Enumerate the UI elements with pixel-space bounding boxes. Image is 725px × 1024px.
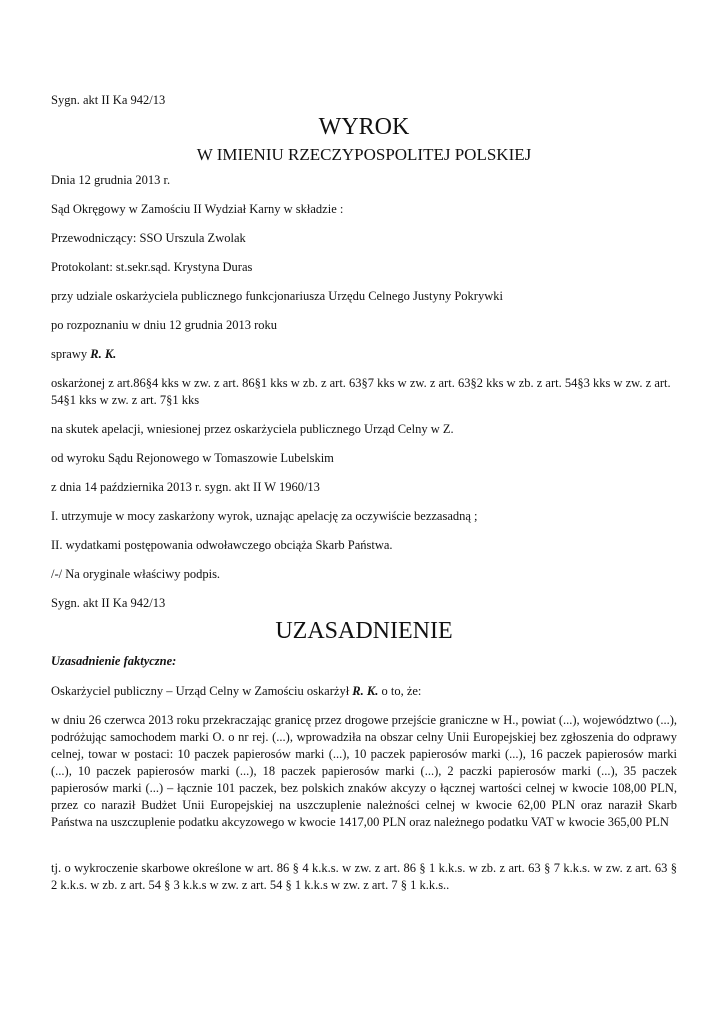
facts-paragraph: w dniu 26 czerwca 2013 roku przekraczając granicę przez drogowe przejście graniczne w H., powiat (...), województwo (...), podróżując samochodem marki O. o nr rej. (...), wprowadziła na obszar celny Unii Europejskiej bez zgłoszenia do odprawy celnej, towar w postaci: 10 paczek papierosów marki (...), 10 paczek papierosów marki (...), 16 paczek papierosów marki (...), 10 paczek papierosów marki (...), 18 paczek papierosów marki (...), 2 paczki papierosów marki (...), 35 paczek papierosów marki (...) – łącznie 101 paczek, bez polskich znaków akcyzy o łącznej wartości celnej w kwocie 108,00 PLN, przez co naraził Budżet Unii Europejskiej na uszczuplenie należności celnej w kwocie 62,00 PLN oraz naraził Skarb Państwa na uszczuplenie podatku akcyzowego w kwocie 1417,00 PLN oraz należnego podatku VAT w kwocie 365,00 PLN	[51, 713, 677, 829]
judgment-subtitle: W IMIENIU RZECZYPOSPOLITEJ POLSKIEJ	[196, 145, 532, 164]
court-line: Sąd Okręgowy w Zamościu II Wydział Karny w składzie :	[51, 202, 344, 216]
chair-line: Przewodniczący: SSO Urszula Zwolak	[51, 231, 246, 245]
case-name: R. K.	[90, 347, 117, 361]
case-line	[51, 346, 677, 363]
ruling-point-1: I. utrzymuje w mocy zaskarżony wyrok, uznając apelację za oczywiście bezzasadną ;	[51, 509, 478, 523]
ruling-point-2: II. wydatkami postępowania odwoławczego obciąża Skarb Państwa.	[51, 538, 393, 552]
from-judgment-line: od wyroku Sądu Rejonowego w Tomaszowie Lubelskim	[51, 451, 334, 465]
factual-heading	[51, 653, 677, 670]
accusation-line	[51, 683, 677, 700]
charges-line: oskarżonej z art.86§4 kks w zw. z art. 86§1 kks w zb. z art. 63§7 kks w zw. z art. 63§2 kks w zb. z art. 54§3 kks w zw. z art. 54§1 kks w zw. z art. 7§1 kks	[51, 376, 671, 407]
appeal-line: na skutek apelacji, wniesionej przez oskarżyciela publicznego Urząd Celny w Z.	[51, 422, 454, 436]
prosecutor-line: przy udziale oskarżyciela publicznego funkcjonariusza Urzędu Celnego Justyny Pokrywki	[51, 289, 503, 303]
signature-note: /-/ Na oryginale właściwy podpis.	[51, 567, 221, 581]
case-prefix: sprawy	[51, 347, 91, 361]
judgment-title: WYROK	[318, 114, 410, 140]
offence-paragraph: tj. o wykroczenie skarbowe określone w art. 86 § 4 k.k.s. w zw. z art. 86 § 1 k.k.s. w zb. z art. 63 § 7 k.k.s. w zw. z art. 63 § 2 k.k.s. w zb. z art. 54 § 3 k.k.s w zw. z art. 54 § 1 k.k.s w zw. z art. 7 § 1 k.k.s..	[51, 861, 677, 892]
case-signature-bottom: Sygn. akt II Ka 942/13	[51, 596, 166, 610]
judgment-date-line: z dnia 14 października 2013 r. sygn. akt II W 1960/13	[51, 480, 320, 494]
factual-heading-text: Uzasadnienie faktyczne:	[51, 654, 177, 668]
date-line: Dnia 12 grudnia 2013 r.	[51, 173, 171, 187]
accusation-prefix: Oskarżyciel publiczny – Urząd Celny w Zamościu oskarżył	[51, 684, 353, 698]
justification-title: UZASADNIENIE	[275, 618, 453, 644]
hearing-line: po rozpoznaniu w dniu 12 grudnia 2013 roku	[51, 318, 278, 332]
case-signature-top: Sygn. akt II Ka 942/13	[51, 93, 166, 107]
clerk-line: Protokolant: st.sekr.sąd. Krystyna Duras	[51, 260, 253, 274]
accusation-suffix: o to, że:	[378, 684, 422, 698]
accusation-name: R. K.	[352, 684, 379, 698]
